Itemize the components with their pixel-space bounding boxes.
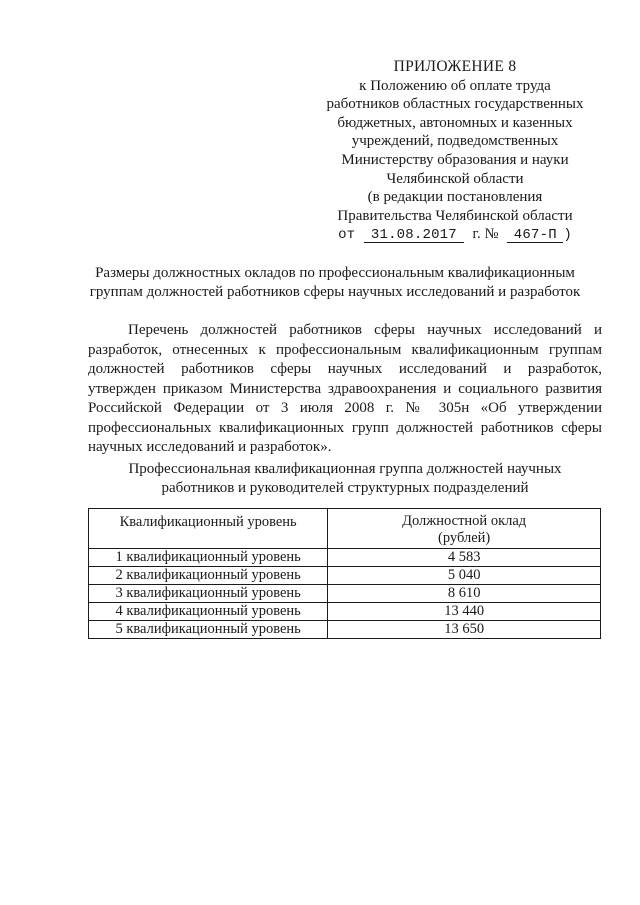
heading-line: группам должностей работников сферы научных исследований и разработок [89,283,581,300]
paragraph-line: Российской Федерации от 3 июля 2008 г. № 305н «Об утверждении [88,400,602,416]
body-paragraph [88,321,602,458]
level-cell: 2 квалификационный уровень [89,567,328,585]
decree-prefix: от [338,227,356,244]
salary-cell: 5 040 [328,567,601,585]
table-header-row [89,509,601,549]
appendix-header [300,58,610,245]
decree-date: 31.08.2017 [364,228,464,243]
salary-cell: 4 583 [328,549,601,567]
subtitle-line: работников и руководителей структурных подразделений [161,480,529,496]
table-row [89,603,601,621]
table-row [89,549,601,567]
table-row [89,567,601,585]
paragraph-line: утвержден приказом Министерства здравоохранения и социального развития [88,380,602,397]
salary-cell: 13 440 [328,603,601,621]
decree-suffix: ) [563,227,572,244]
column-header-salary-unit: (рублей) [438,530,491,546]
table-row [89,585,601,603]
salary-table [88,508,601,639]
appendix-line: работников областных государственных [326,96,584,113]
paragraph-line: должностей работников сферы научных исследований и разработок, [88,361,602,377]
appendix-line: Министерству образования и науки [341,151,569,168]
level-cell: 1 квалификационный уровень [89,549,328,567]
column-header-salary-label: Должностной оклад [402,513,527,529]
appendix-line: Челябинской области [386,170,524,187]
paragraph-line: научных исследований и разработок». [88,439,332,455]
appendix-title: ПРИЛОЖЕНИЕ 8 [393,58,517,75]
column-header-salary [328,509,601,549]
decree-number-label: г. № [472,226,499,243]
decree-number: 467-П [507,228,563,243]
document-heading [70,264,600,301]
appendix-line: (в редакции постановления [367,189,543,206]
paragraph-line: разработок, отнесенных к профессиональным квалификационным группам [88,341,602,358]
subtitle-line: Профессиональная квалификационная группа должностей научных [128,461,562,477]
appendix-line: бюджетных, автономных и казенных [337,114,573,131]
salary-cell: 13 650 [328,621,601,639]
table-row [89,621,601,639]
salary-cell: 8 610 [328,585,601,603]
column-header-level: Квалификационный уровень [89,509,328,549]
appendix-line: к Положению об оплате труда [359,77,551,94]
decree-line [300,225,610,245]
appendix-line: Правительства Челябинской области [337,207,573,224]
level-cell: 5 квалификационный уровень [89,621,328,639]
level-cell: 3 квалификационный уровень [89,585,328,603]
appendix-line: учреждений, подведомственных [351,133,559,150]
paragraph-line: профессиональных квалификационных групп должностей работников сферы [88,419,602,436]
level-cell: 4 квалификационный уровень [89,603,328,621]
heading-line: Размеры должностных окладов по профессиональным квалификационным [95,265,575,281]
group-subtitle [88,460,602,498]
paragraph-line: Перечень должностей работников сферы научных исследований и [128,322,602,338]
